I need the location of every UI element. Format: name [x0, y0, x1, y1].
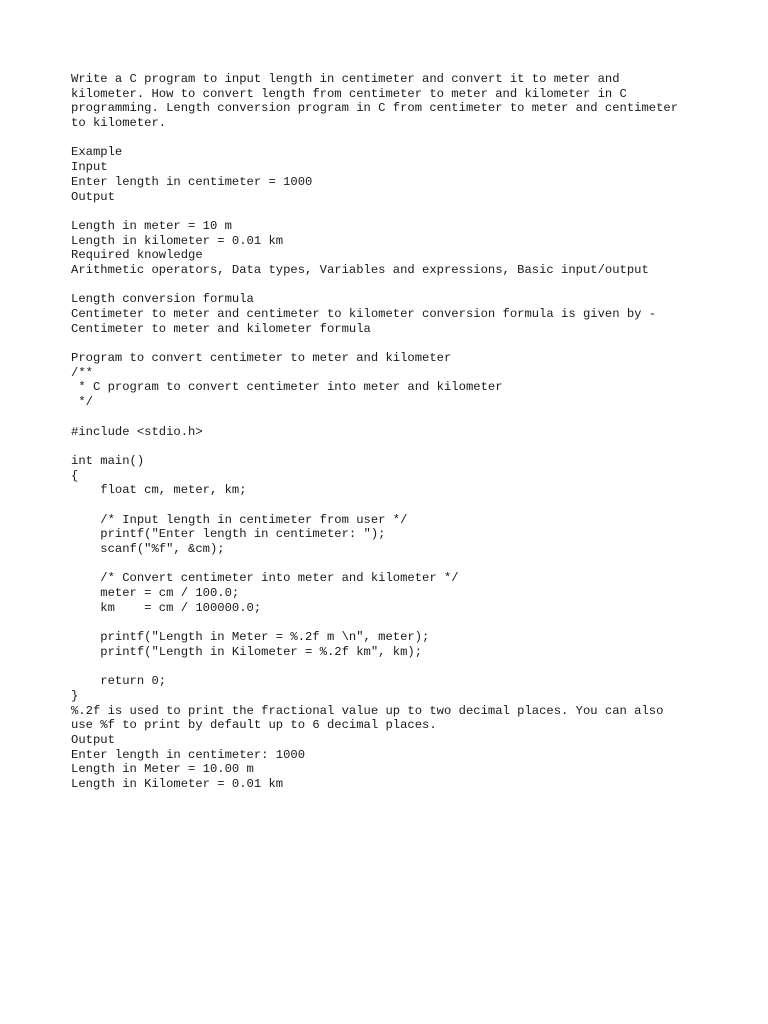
text-line: Write a C program to input length in centimeter and convert it to meter and [71, 72, 620, 86]
text-line: Input [71, 160, 108, 175]
text-line: Enter length in centimeter = 1000 [71, 174, 313, 189]
blank-line [71, 131, 731, 146]
blank-line [71, 498, 731, 513]
output-line: Length in Meter = 10.00 m [71, 762, 254, 777]
blank-line [71, 557, 731, 572]
output-line: Length in Kilometer = 0.01 km [71, 777, 284, 791]
code-line: #include <stdio.h> [71, 424, 203, 439]
text-line: kilometer. How to convert length from centimeter to meter and kilometer in C [71, 86, 627, 101]
text-line: Arithmetic operators, Data types, Variables and expressions, Basic input/output [71, 262, 649, 277]
text-line: %.2f is used to print the fractional value up to two decimal places. You can also [71, 703, 664, 718]
code-line: /* Input length in centimeter from user */ [71, 512, 408, 527]
text-line: programming. Length conversion program in C from centimeter to meter and centimeter [71, 101, 679, 116]
output-line: Enter length in centimeter: 1000 [71, 747, 306, 762]
section-heading: Program to convert centimeter to meter and kilometer [71, 351, 452, 366]
code-line: meter = cm / 100.0; [71, 586, 240, 601]
code-line: scanf("%f", &cm); [71, 542, 225, 556]
blank-line [71, 410, 731, 425]
code-line: { [71, 468, 79, 483]
text-line: Output [71, 189, 115, 204]
section-heading: Example [71, 145, 123, 160]
section-heading: Required knowledge [71, 248, 203, 263]
code-line: float cm, meter, km; [71, 483, 247, 498]
code-line: int main() [71, 453, 145, 468]
code-line: printf("Enter length in centimeter: "); [71, 527, 386, 542]
document-page [71, 72, 731, 792]
code-line: /* Convert centimeter into meter and kilometer */ [71, 571, 459, 586]
blank-line [71, 439, 731, 454]
code-line: km = cm / 100000.0; [71, 600, 262, 615]
text-line: Centimeter to meter and kilometer formula [71, 321, 371, 336]
section-heading: Length conversion formula [71, 292, 254, 307]
code-line: /** [71, 365, 93, 380]
text-line: Length in meter = 10 m [71, 218, 232, 233]
blank-line [71, 660, 731, 675]
blank-line [71, 278, 731, 293]
code-line: * C program to convert centimeter into meter and kilometer [71, 380, 503, 395]
code-line: printf("Length in Meter = %.2f m \n", meter); [71, 630, 430, 645]
section-heading: Output [71, 732, 115, 747]
text-line: use %f to print by default up to 6 decimal places. [71, 718, 437, 733]
code-line: printf("Length in Kilometer = %.2f km", km); [71, 644, 423, 659]
code-line: return 0; [71, 674, 167, 689]
blank-line [71, 204, 731, 219]
text-line: Centimeter to meter and centimeter to kilometer conversion formula is given by - [71, 307, 657, 321]
blank-line [71, 336, 731, 351]
text-line: Length in kilometer = 0.01 km [71, 233, 284, 248]
blank-line [71, 615, 731, 630]
code-line: */ [71, 395, 93, 410]
text-line: to kilometer. [71, 116, 167, 131]
code-line: } [71, 688, 79, 703]
